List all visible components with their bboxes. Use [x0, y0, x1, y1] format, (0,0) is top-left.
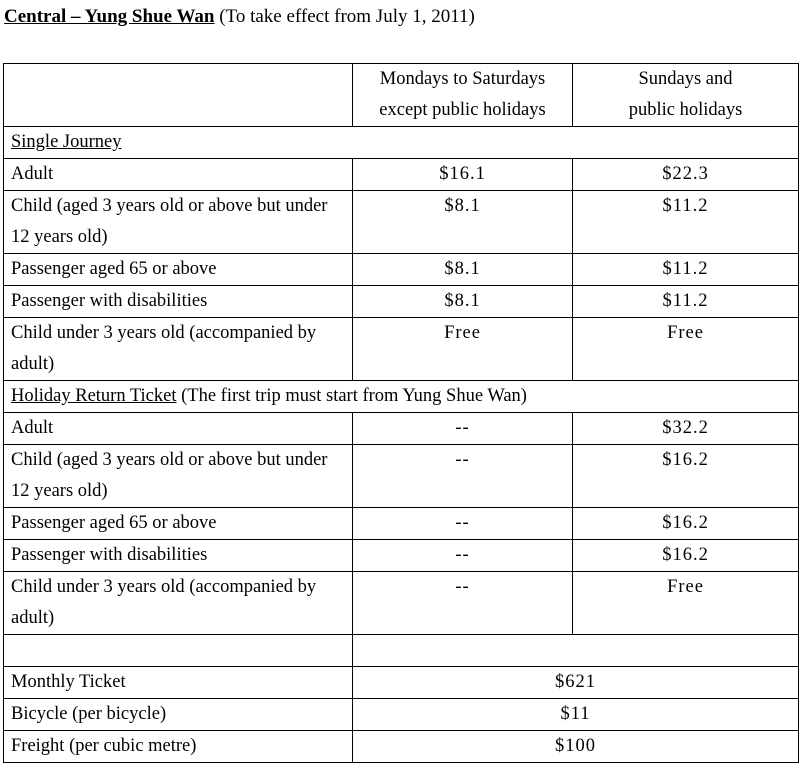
table-row: [4, 540, 799, 572]
weekday-fare: $8.1: [353, 286, 573, 318]
fare-label: Bicycle (per bicycle): [4, 699, 353, 731]
section-row: [4, 381, 799, 413]
effective-date-note: (To take effect from July 1, 2011): [219, 6, 475, 27]
holiday-header-line2: public holidays: [628, 100, 743, 120]
weekday-fare: $8.1: [353, 254, 573, 286]
fare-table: [3, 63, 799, 763]
holiday-fare: $11.2: [573, 254, 799, 286]
weekday-fare: Free: [353, 318, 573, 381]
fare-label: Child under 3 years old (accompanied by adult): [4, 318, 353, 381]
column-header-row: [4, 64, 799, 127]
spacer-row: [4, 635, 799, 667]
fare-label: Child under 3 years old (accompanied by adult): [4, 572, 353, 635]
weekday-header-line1: Mondays to Saturdays: [379, 69, 546, 89]
table-row: [4, 445, 799, 508]
section-label: Holiday Return Ticket: [11, 386, 177, 406]
table-row: [4, 254, 799, 286]
weekday-header-line2: except public holidays: [379, 100, 546, 120]
spacer-cell: [353, 635, 799, 667]
weekday-fare: --: [353, 445, 573, 508]
weekday-fare: --: [353, 413, 573, 445]
section-label: Single Journey: [11, 132, 122, 152]
holiday-fare: $22.3: [573, 159, 799, 191]
fare-label: Freight (per cubic metre): [4, 731, 353, 763]
holiday-column-header: [573, 64, 799, 127]
fare-value: $11: [353, 699, 799, 731]
weekday-fare: --: [353, 508, 573, 540]
fare-label: Adult: [4, 413, 353, 445]
fare-label: Passenger aged 65 or above: [4, 254, 353, 286]
weekday-fare: --: [353, 572, 573, 635]
header-blank-cell: [4, 64, 353, 127]
holiday-header-line1: Sundays and: [638, 69, 733, 89]
weekday-column-header: [353, 64, 573, 127]
holiday-fare: $16.2: [573, 540, 799, 572]
table-row: [4, 572, 799, 635]
table-row: [4, 159, 799, 191]
weekday-fare: --: [353, 540, 573, 572]
fare-label: Passenger aged 65 or above: [4, 508, 353, 540]
holiday-fare: $16.2: [573, 445, 799, 508]
holiday-fare: $11.2: [573, 286, 799, 318]
spacer-cell: [4, 635, 353, 667]
table-row: [4, 508, 799, 540]
fare-label: Passenger with disabilities: [4, 540, 353, 572]
holiday-fare: Free: [573, 572, 799, 635]
fare-label: Passenger with disabilities: [4, 286, 353, 318]
table-row: [4, 667, 799, 699]
holiday-fare: $32.2: [573, 413, 799, 445]
holiday-fare: $16.2: [573, 508, 799, 540]
fare-value: $100: [353, 731, 799, 763]
fare-value: $621: [353, 667, 799, 699]
table-row: [4, 413, 799, 445]
table-row: [4, 191, 799, 254]
fare-label: Monthly Ticket: [4, 667, 353, 699]
holiday-fare: $11.2: [573, 191, 799, 254]
single-journey-section: [4, 127, 799, 159]
page-heading: [4, 6, 475, 28]
fare-label: Child (aged 3 years old or above but under 12 years old): [4, 191, 353, 254]
holiday-return-section: [4, 381, 799, 413]
section-row: [4, 127, 799, 159]
table-row: [4, 318, 799, 381]
holiday-fare: Free: [573, 318, 799, 381]
section-note: (The first trip must start from Yung Shue Wan): [176, 386, 527, 406]
weekday-fare: $8.1: [353, 191, 573, 254]
fare-label: Adult: [4, 159, 353, 191]
weekday-fare: $16.1: [353, 159, 573, 191]
table-row: [4, 286, 799, 318]
fare-label: Child (aged 3 years old or above but under 12 years old): [4, 445, 353, 508]
table-row: [4, 699, 799, 731]
route-title: Central – Yung Shue Wan: [4, 6, 215, 27]
